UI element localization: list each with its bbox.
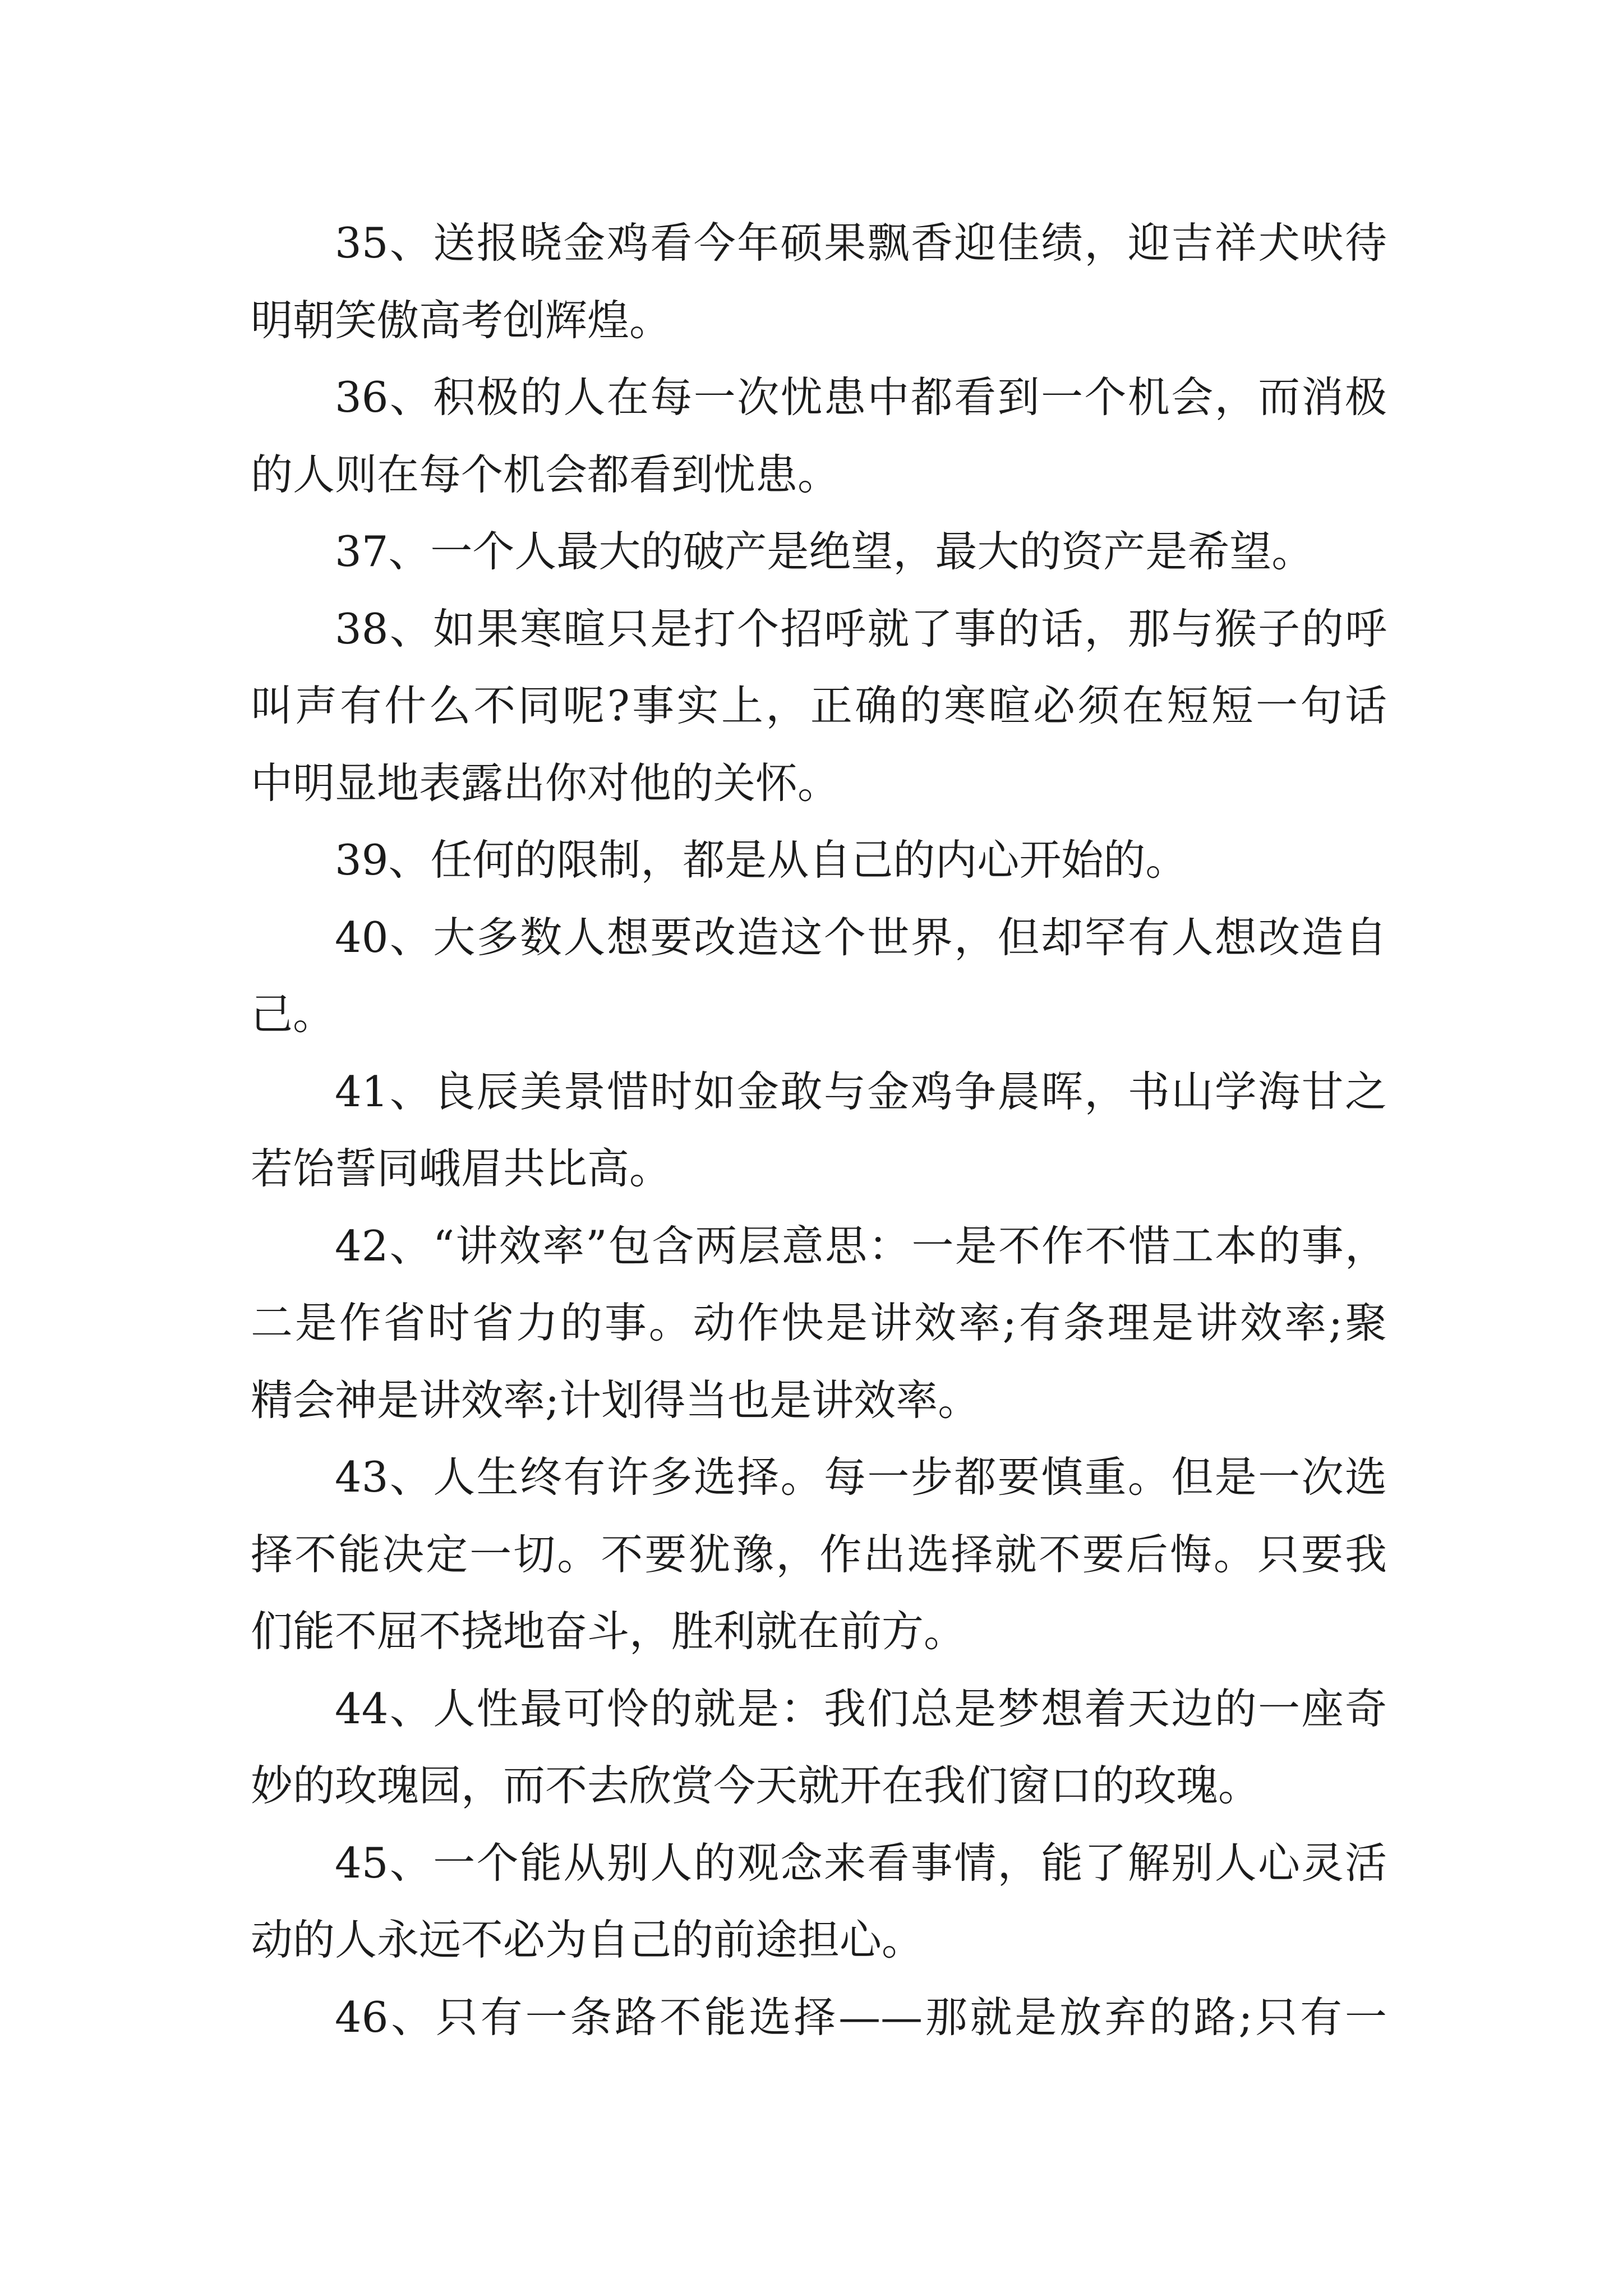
paragraph-35 [251, 205, 1387, 359]
paragraph-line: 妙的玫瑰园，而不去欣赏今天就开在我们窗口的玫瑰。 [251, 1761, 1261, 1810]
paragraph-line: 42、“讲效率”包含两层意思：一是不作不惜工本的事， [335, 1221, 1387, 1271]
paragraph-line: 明朝笑傲高考创辉煌。 [251, 295, 672, 345]
paragraph-line: 43、人生终有许多选择。每一步都要慎重。但是一次选 [335, 1452, 1387, 1502]
paragraph-45 [251, 1825, 1387, 1979]
paragraph-line: 46、只有一条路不能选择——那就是放弃的路;只有一 [335, 1992, 1387, 2042]
body-text [251, 205, 1387, 2056]
paragraph-line: 择不能决定一切。不要犹豫，作出选择就不要后悔。只要我 [251, 1529, 1387, 1579]
paragraph-line: 41、良辰美景惜时如金敢与金鸡争晨晖，书山学海甘之 [335, 1066, 1387, 1116]
paragraph-line: 中明显地表露出你对他的关怀。 [251, 758, 840, 808]
paragraph-line: 动的人永远不必为自己的前途担心。 [251, 1915, 924, 1964]
paragraph-39 [251, 822, 1387, 899]
paragraph-line: 精会神是讲效率;计划得当也是讲效率。 [251, 1375, 980, 1425]
paragraph-36 [251, 359, 1387, 513]
paragraph-line: 们能不屈不挠地奋斗，胜利就在前方。 [251, 1607, 966, 1656]
paragraph-line: 己。 [251, 990, 335, 1039]
paragraph-line: 37、一个人最大的破产是绝望，最大的资产是希望。 [335, 527, 1314, 576]
paragraph-37 [251, 513, 1387, 591]
paragraph-line: 35、送报晓金鸡看今年硕果飘香迎佳绩，迎吉祥犬吠待 [335, 218, 1387, 268]
paragraph-40 [251, 899, 1387, 1053]
paragraph-line: 39、任何的限制，都是从自己的内心开始的。 [335, 835, 1188, 885]
paragraph-38 [251, 591, 1387, 822]
paragraph-line: 的人则在每个机会都看到忧患。 [251, 449, 840, 499]
paragraph-line: 36、积极的人在每一次忧患中都看到一个机会，而消极 [335, 372, 1387, 422]
paragraph-line: 38、如果寒暄只是打个招呼就了事的话，那与猴子的呼 [335, 604, 1387, 654]
paragraph-line: 40、大多数人想要改造这个世界，但却罕有人想改造自 [335, 912, 1387, 962]
paragraph-44 [251, 1671, 1387, 1825]
paragraph-42 [251, 1208, 1387, 1439]
paragraph-line: 若饴誓同峨眉共比高。 [251, 1144, 672, 1193]
paragraph-line: 叫声有什么不同呢?事实上，正确的寒暄必须在短短一句话 [251, 681, 1387, 730]
paragraph-line: 45、一个能从别人的观念来看事情，能了解别人心灵活 [335, 1838, 1387, 1888]
paragraph-line: 二是作省时省力的事。动作快是讲效率;有条理是讲效率;聚 [251, 1298, 1387, 1347]
paragraph-line: 44、人性最可怜的就是：我们总是梦想着天边的一座奇 [335, 1683, 1387, 1733]
paragraph-43 [251, 1439, 1387, 1671]
paragraph-46 [251, 1979, 1387, 2056]
paragraph-41 [251, 1053, 1387, 1208]
